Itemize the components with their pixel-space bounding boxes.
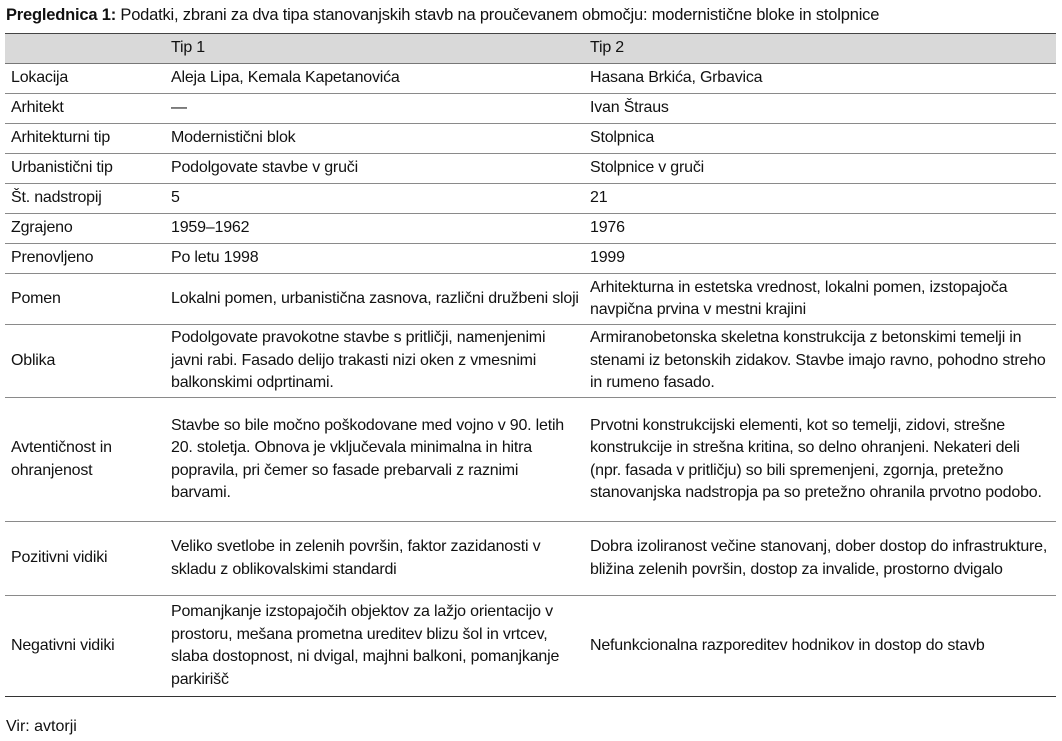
row-label: Urbanistični tip [11,159,113,177]
table-row [5,94,1056,124]
cell-tip1: Po letu 1998 [171,249,259,267]
cell-tip2: Prvotni konstrukcijski elementi, kot so temelji, zidovi, strešne konstrukcije in strešna kritina, so delno ohranjeni. Nekateri deli (npr. fasada v pritličju) so bili spremenjeni, zgornja, pretežno stanovanjska nadstropja pa so pretežno ohranila prvotno podobo. [590,416,1042,501]
header-cell-empty [5,34,165,64]
table-row [5,325,1056,398]
cell-tip2: 1999 [590,249,625,267]
cell-tip2: Arhitekturna in estetska vrednost, lokalni pomen, izstopajoča navpična prvina v mestni krajini [590,278,1008,318]
data-table [5,33,1056,697]
caption-label: Preglednica 1: [6,6,116,24]
row-label: Lokacija [11,69,69,87]
row-label: Arhitekturni tip [11,129,111,147]
row-label: Pomen [11,289,61,307]
row-label: Št. nadstropij [11,189,102,207]
cell-tip1: 1959–1962 [171,219,250,237]
cell-tip2: Stolpnice v gruči [590,159,704,177]
table-row [5,398,1056,522]
table-row [5,124,1056,154]
header-cell-tip1: Tip 1 [171,39,205,57]
table-row [5,214,1056,244]
table-row [5,184,1056,214]
row-label: Arhitekt [11,99,64,117]
cell-tip1: 5 [171,189,180,207]
cell-tip1: Pomanjkanje izstopajočih objektov za lažjo orientacijo v prostoru, mešana prometna ureditev blizu šol in vrtcev, slaba dostopnost, ni dvigal, majhni balkoni, pomanjkanje parkirišč [171,603,560,688]
cell-tip2: Ivan Štraus [590,99,669,117]
row-label: Oblika [11,351,56,369]
row-label: Pozitivni vidiki [11,549,108,567]
table-row [5,522,1056,596]
table-caption [6,4,879,26]
cell-tip2: 1976 [590,219,625,237]
header-cell-tip2: Tip 2 [590,39,624,57]
cell-tip1: — [171,99,187,117]
table-row [5,244,1056,274]
cell-tip2: Nefunkcionalna razporeditev hodnikov in dostop do stavb [590,636,985,654]
cell-tip2: 21 [590,189,608,207]
row-label: Avtentičnost in ohranjenost [11,439,112,479]
cell-tip1: Aleja Lipa, Kemala Kapetanovića [171,69,400,87]
cell-tip2: Armiranobetonska skeletna konstrukcija z betonskimi temelji in stenami iz betonskih zidakov. Stavbe imajo ravno, pohodno streho in rumeno fasado. [590,329,1046,392]
cell-tip1: Lokalni pomen, urbanistična zasnova, različni družbeni sloji [171,289,579,307]
row-label: Zgrajeno [11,219,73,237]
cell-tip1: Podolgovate stavbe v gruči [171,159,358,177]
cell-tip1: Stavbe so bile močno poškodovane med vojno v 90. letih 20. stoletja. Obnova je vključevala minimalna in hitra popravila, pri čemer so fasade prebarvali z raznimi barvami. [171,416,565,501]
row-label: Prenovljeno [11,249,94,267]
header-row [5,34,1056,64]
cell-tip1: Podolgovate pravokotne stavbe s pritličji, namenjenimi javni rabi. Fasado delijo trakasti nizi oken z vmesnimi balkonskimi odprtinami. [171,329,546,392]
cell-tip2: Hasana Brkića, Grbavica [590,69,763,87]
table-row [5,596,1056,697]
cell-tip2: Dobra izoliranost večine stanovanj, dober dostop do infrastrukture, bližina zelenih površin, dostop za invalide, prostorno dvigalo [590,538,1048,578]
source-note: Vir: avtorji [6,718,77,735]
table-row [5,154,1056,184]
cell-tip1: Modernistični blok [171,129,296,147]
table-row [5,274,1056,325]
row-label: Negativni vidiki [11,636,115,654]
table-row [5,64,1056,94]
cell-tip1: Veliko svetlobe in zelenih površin, faktor zazidanosti v skladu z oblikovalskimi standardi [171,538,541,578]
cell-tip2: Stolpnica [590,129,655,147]
caption-text: Podatki, zbrani za dva tipa stanovanjskih stavb na proučevanem območju: modernistične bloke in stolpnice [116,6,880,24]
